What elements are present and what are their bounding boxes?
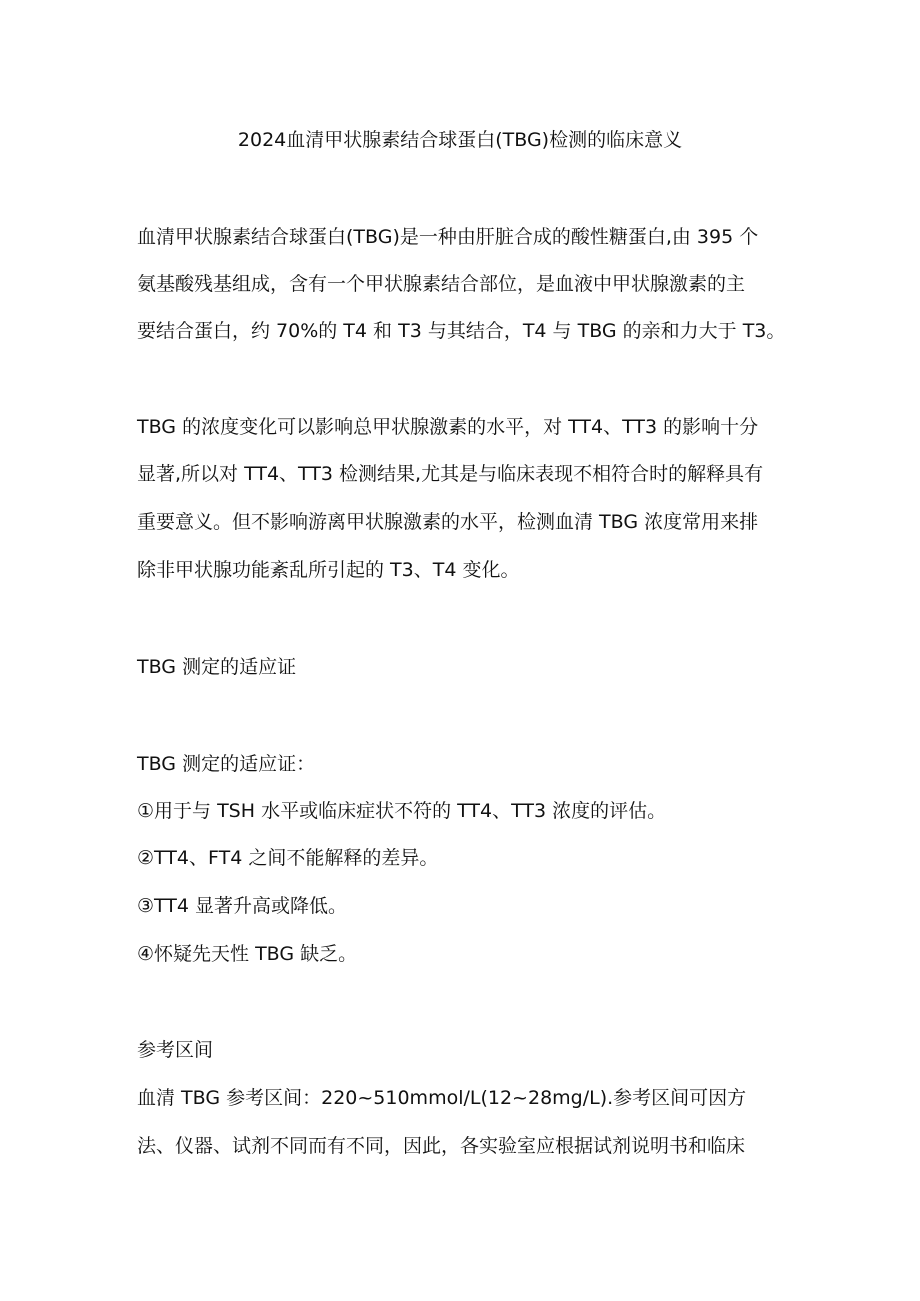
- list-item: ④怀疑先天性 TBG 缺乏。: [137, 943, 358, 965]
- paragraph-line: 血清 TBG 参考区间：220~510mmol/L(12~28mg/L).参考区间可因方: [137, 1087, 747, 1109]
- list-item: ①用于与 TSH 水平或临床症状不符的 TT4、TT3 浓度的评估。: [137, 800, 667, 822]
- paragraph-line: 血清甲状腺素结合球蛋白(TBG)是一种由肝脏合成的酸性糖蛋白,由 395 个: [137, 226, 759, 248]
- list-item: ③TT4 显著升高或降低。: [137, 895, 348, 917]
- indications-label: TBG 测定的适应证：: [137, 753, 316, 775]
- paragraph-line: 显著,所以对 TT4、TT3 检测结果,尤其是与临床表现不相符合时的解释具有: [137, 463, 764, 485]
- paragraph-line: 法、仪器、试剂不同而有不同，因此，各实验室应根据试剂说明书和临床: [137, 1135, 746, 1157]
- document-title: 2024血清甲状腺素结合球蛋白(TBG)检测的临床意义: [237, 129, 683, 151]
- paragraph-line: 重要意义。但不影响游离甲状腺激素的水平，检测血清 TBG 浓度常用来排: [137, 511, 759, 533]
- paragraph-line: 氨基酸残基组成，含有一个甲状腺素结合部位，是血液中甲状腺激素的主: [137, 273, 746, 295]
- paragraph-line: 除非甲状腺功能紊乱所引起的 T3、T4 变化。: [137, 559, 520, 581]
- paragraph-line: TBG 的浓度变化可以影响总甲状腺激素的水平，对 TT4、TT3 的影响十分: [137, 416, 759, 438]
- list-item: ②TT4、FT4 之间不能解释的差异。: [137, 847, 439, 869]
- paragraph-line: 要结合蛋白，约 70%的 T4 和 T3 与其结合，T4 与 TBG 的亲和力大于 T3。: [137, 320, 786, 342]
- section-heading-indications: TBG 测定的适应证: [137, 656, 297, 678]
- section-heading-reference: 参考区间: [137, 1039, 214, 1061]
